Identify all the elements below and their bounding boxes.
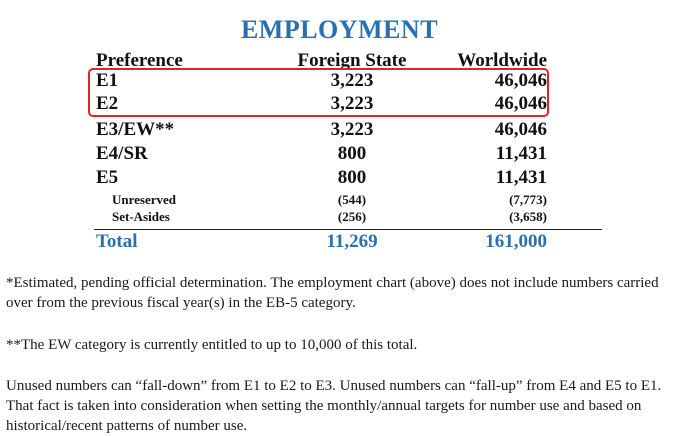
- row-worldwide: (7,773): [509, 192, 547, 207]
- total-preference: Total: [96, 231, 138, 252]
- row-worldwide: 11,431: [495, 167, 547, 188]
- row-foreign-state: 3,223: [330, 93, 374, 114]
- row-worldwide: 46,046: [494, 119, 547, 140]
- row-foreign-state: 3,223: [330, 119, 374, 140]
- total-foreign-state: 11,269: [326, 231, 378, 252]
- row-foreign-state: 800: [337, 167, 367, 188]
- row-worldwide: 46,046: [494, 70, 547, 91]
- row-worldwide: 11,431: [495, 143, 547, 164]
- row-preference: Unreserved: [112, 192, 177, 207]
- total-divider: [94, 229, 602, 230]
- row-foreign-state: (544): [337, 192, 367, 207]
- row-preference: E4/SR: [96, 143, 148, 164]
- row-foreign-state: (256): [337, 209, 367, 224]
- row-preference: Set-Asides: [112, 209, 170, 224]
- paragraph-fall-down: Unused numbers can “fall-down” from E1 to E2 to E3. Unused numbers can “fall-up” from E4 and E5 to E1. That fact is taken into consideration when setting the monthly/annual targets for number use and based on historical/recent patterns of number use.: [6, 378, 662, 434]
- table-title: EMPLOYMENT: [240, 15, 439, 44]
- total-worldwide: 161,000: [485, 231, 547, 252]
- row-worldwide: (3,658): [509, 209, 547, 224]
- row-preference: E3/EW**: [96, 119, 175, 140]
- header-worldwide: Worldwide: [457, 50, 547, 71]
- row-foreign-state: 3,223: [330, 70, 374, 91]
- footnote-estimated: *Estimated, pending official determination. The employment chart (above) does not include numbers carried over from the previous fiscal year(s) in the EB-5 category.: [6, 275, 659, 311]
- header-preference: Preference: [96, 50, 183, 71]
- row-preference: E2: [96, 93, 119, 114]
- row-preference: E1: [96, 70, 119, 91]
- row-preference: E5: [96, 167, 119, 188]
- row-foreign-state: 800: [337, 143, 367, 164]
- row-worldwide: 46,046: [494, 93, 547, 114]
- footnote-ew: **The EW category is currently entitled to up to 10,000 of this total.: [6, 337, 418, 353]
- header-foreign-state: Foreign State: [297, 50, 407, 71]
